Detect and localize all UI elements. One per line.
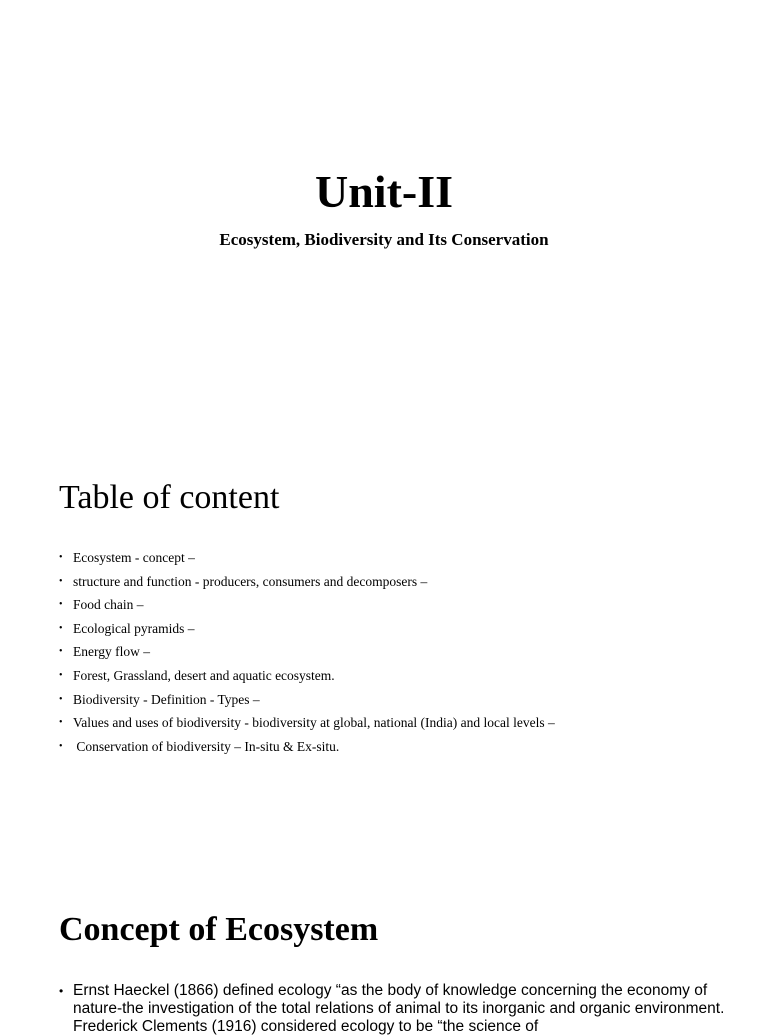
title-slide xyxy=(0,0,768,432)
bullet-icon: • xyxy=(59,552,63,563)
bullet-icon: • xyxy=(59,693,63,705)
concept-slide xyxy=(0,864,768,1035)
bullet-icon: • xyxy=(59,717,63,729)
bullet-icon: • xyxy=(59,646,63,658)
toc-item xyxy=(59,735,555,759)
bullet-icon: • xyxy=(59,575,63,587)
toc-item xyxy=(59,711,555,735)
toc-item-label: Values and uses of biodiversity - biodiversity at global, national (India) and local levels – xyxy=(73,715,555,731)
toc-item xyxy=(59,617,555,641)
toc-heading: Table of content xyxy=(59,479,280,516)
concept-paragraph xyxy=(59,982,733,1036)
unit-subtitle: Ecosystem, Biodiversity and Its Conservation xyxy=(219,230,549,249)
toc-item xyxy=(59,688,555,712)
bullet-icon: • xyxy=(59,740,63,752)
bullet-icon: • xyxy=(59,622,63,634)
toc-item-label: Food chain – xyxy=(73,597,144,613)
toc-item-label: structure and function - producers, consumers and decomposers – xyxy=(73,573,428,589)
concept-heading: Concept of Ecosystem xyxy=(59,911,379,948)
toc-item xyxy=(59,593,555,617)
concept-paragraph-text: Ernst Haeckel (1866) defined ecology “as the body of knowledge concerning the economy of nature-the investigation of the total relations of animal to its inorganic and organic environment. Frederick Clements (1916) considered ecology to be “the science of xyxy=(73,982,725,1035)
toc-item xyxy=(59,640,555,664)
toc-item-label: Biodiversity - Definition - Types – xyxy=(73,691,260,707)
toc-slide xyxy=(0,432,768,864)
bullet-icon: • xyxy=(59,669,63,681)
toc-item-label: Conservation of biodiversity – In-situ & Ex-situ. xyxy=(73,738,340,754)
bullet-icon: • xyxy=(59,599,63,611)
unit-title: Unit-II xyxy=(314,166,454,217)
toc-item-label: Energy flow – xyxy=(73,644,150,660)
toc-item-label: Ecological pyramids – xyxy=(73,620,195,636)
toc-item xyxy=(59,664,555,688)
toc-list xyxy=(59,546,555,758)
toc-item-label: Ecosystem - concept – xyxy=(73,550,195,565)
toc-item xyxy=(59,546,555,570)
bullet-icon: • xyxy=(59,984,64,998)
toc-item-label: Forest, Grassland, desert and aquatic ecosystem. xyxy=(73,667,335,683)
toc-item xyxy=(59,570,555,594)
